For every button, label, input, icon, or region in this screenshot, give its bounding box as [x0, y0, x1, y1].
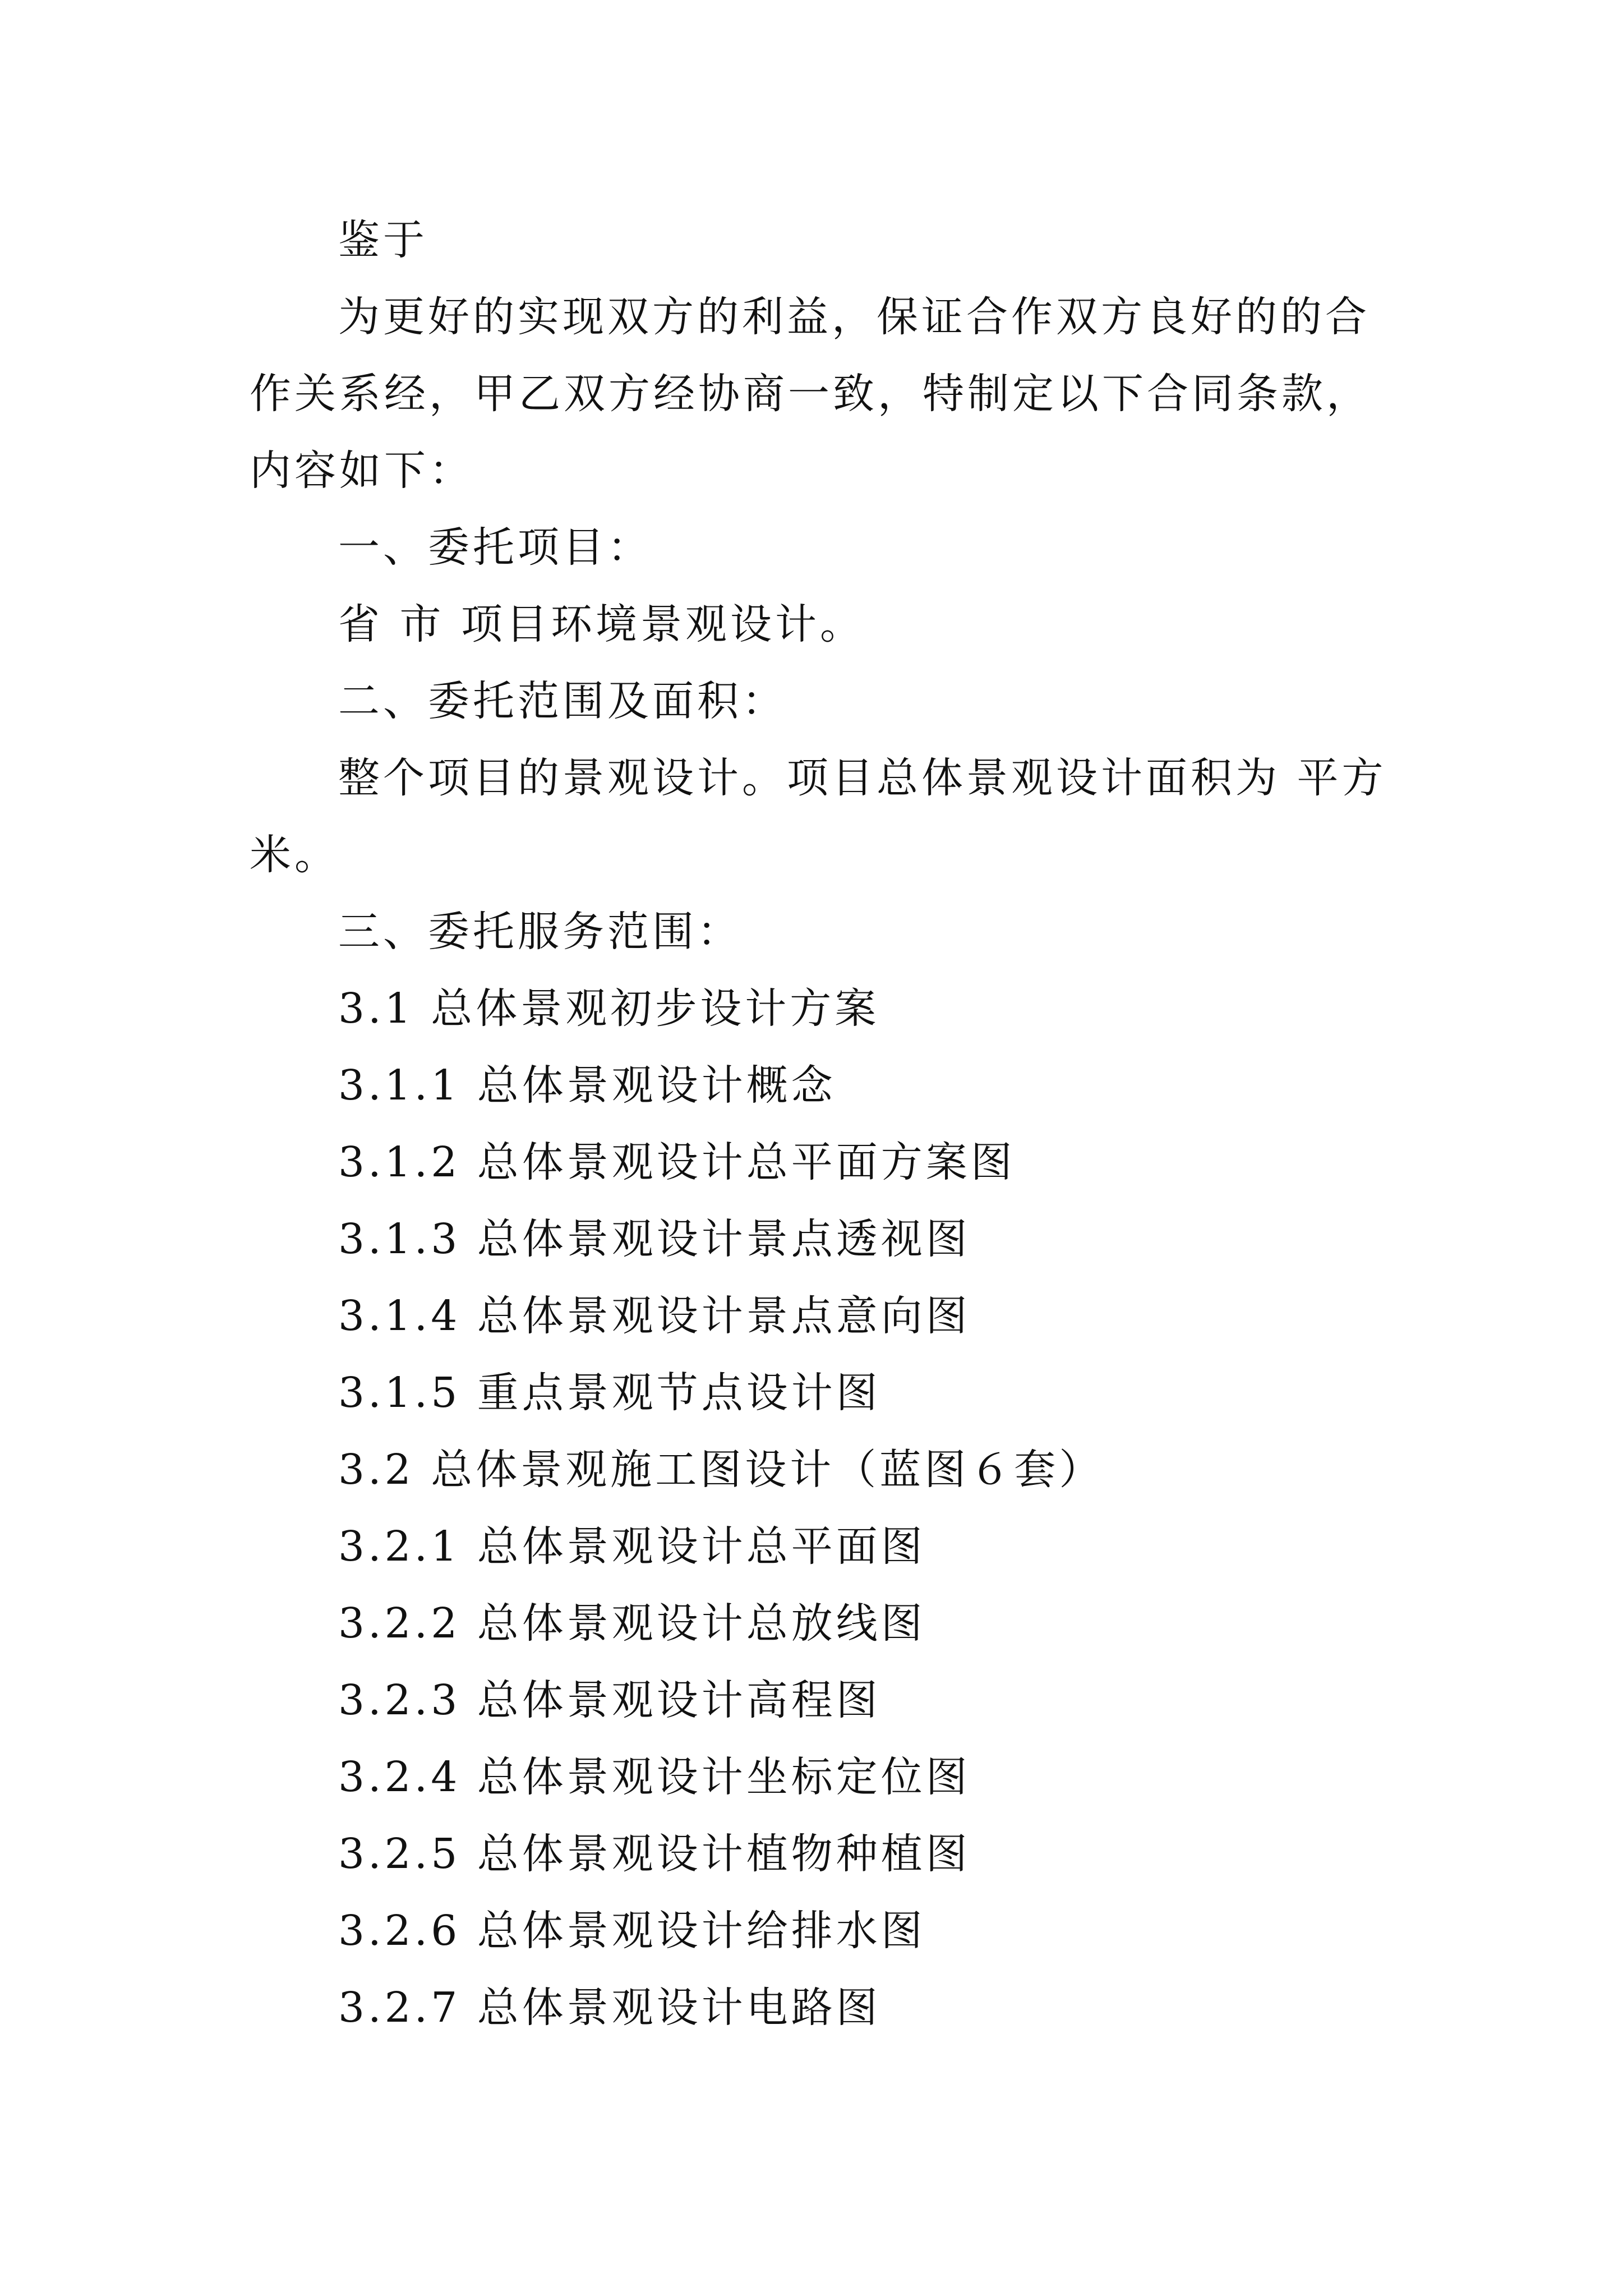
list-item: 3.2.4 总体景观设计坐标定位图 — [338, 1753, 971, 1801]
section-heading-3: 三、委托服务范围： — [338, 908, 742, 956]
list-item: 3.2.7 总体景观设计电路图 — [338, 1984, 881, 2032]
list-item: 3.2.2 总体景观设计总放线图 — [338, 1599, 926, 1648]
section-heading-2: 二、委托范围及面积： — [338, 677, 787, 725]
list-item: 3.2.1 总体景观设计总平面图 — [338, 1522, 926, 1571]
paragraph-project: 省 市 项目环境景观设计。 — [338, 600, 865, 648]
list-item: 3.1.5 重点景观节点设计图 — [338, 1369, 881, 1417]
paragraph-scope-area: 整个项目的景观设计。项目总体景观设计面积为 平方米。 — [250, 754, 1387, 879]
paragraph-purpose: 为更好的实现双方的利益，保证合作双方良好的的合作关系经，甲乙双方经协商一致，特制定以下合同条款，内容如下： — [250, 293, 1371, 495]
list-item: 3.2.3 总体景观设计高程图 — [338, 1676, 881, 1724]
document-body — [250, 202, 1388, 2046]
list-item: 3.1.1 总体景观设计概念 — [338, 1061, 836, 1110]
list-item: 3.1 总体景观初步设计方案 — [338, 984, 880, 1033]
list-item: 3.2.6 总体景观设计给排水图 — [338, 1907, 926, 1955]
list-item: 3.2 总体景观施工图设计（蓝图６套） — [338, 1446, 1104, 1494]
list-item: 3.2.5 总体景观设计植物种植图 — [338, 1830, 971, 1878]
list-item: 3.1.3 总体景观设计景点透视图 — [338, 1215, 971, 1263]
list-item: 3.1.4 总体景观设计景点意向图 — [338, 1292, 971, 1340]
section-heading-1: 一、委托项目： — [338, 523, 652, 572]
paragraph-preamble: 鉴于 — [338, 216, 428, 264]
list-item: 3.1.2 总体景观设计总平面方案图 — [338, 1138, 1016, 1186]
